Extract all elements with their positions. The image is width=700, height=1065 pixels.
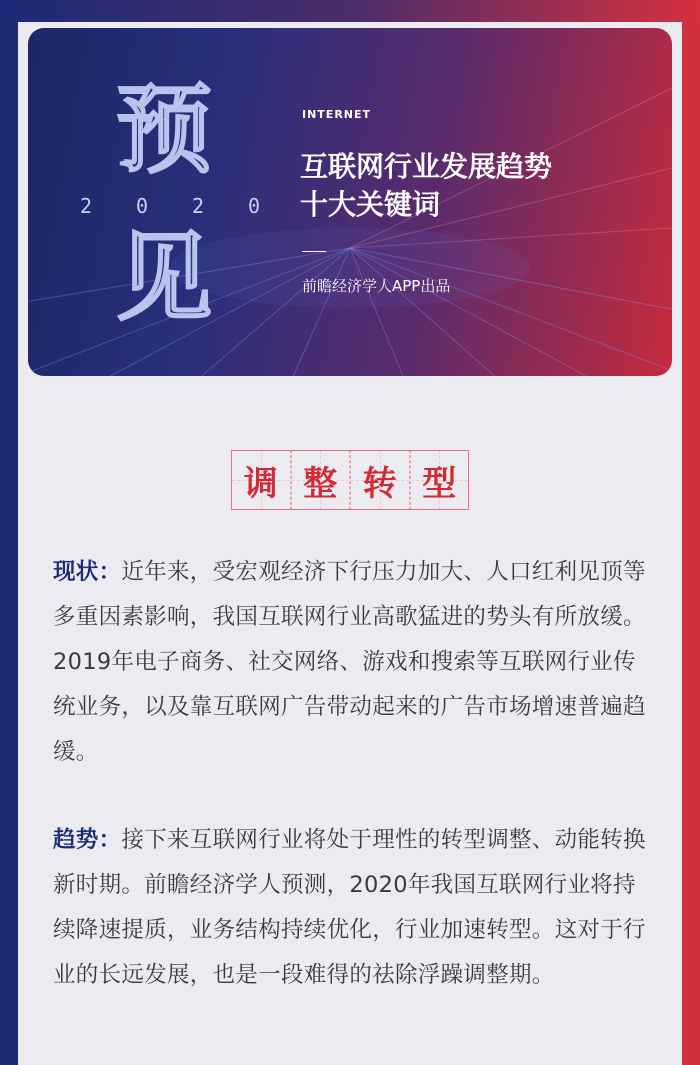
title-line-1: 互联网行业发展趋势 (300, 150, 553, 183)
year-digit: 2 (191, 194, 205, 218)
year-label (80, 194, 260, 218)
yu-glyph: 预 (116, 74, 212, 186)
heading-char: 型 (422, 463, 457, 504)
heading-char: 整 (303, 463, 338, 504)
status-label: 现状： (53, 559, 122, 585)
trend-paragraph (53, 818, 653, 998)
heading-char-cell (231, 450, 291, 510)
heading-char-cell (350, 450, 410, 510)
heading-char-cell (410, 450, 470, 510)
page-title (300, 148, 552, 224)
trend-text: 接下来互联网行业将处于理性的转型调整、动能转换新时期。前瞻经济学人预测，2020年我国互联网行业将持续降速提质，业务结构持续优化，行业加速转型。这对于行业的长远发展，也是一段难得的祛除浮躁调整期。 (53, 827, 646, 988)
hero-banner (28, 28, 672, 376)
top-border (0, 0, 700, 22)
year-digit: 2 (80, 194, 93, 218)
trend-label: 趋势： (53, 827, 122, 853)
year-digit: 0 (247, 194, 260, 218)
year-digit: 0 (135, 194, 149, 218)
heading-char-cell (291, 450, 351, 510)
title-line-2: 十大关键词 (300, 188, 441, 221)
status-paragraph (53, 550, 653, 775)
category-tag: INTERNET (302, 108, 372, 121)
title-divider (302, 251, 326, 252)
publisher-credit: 前瞻经济学人APP出品 (302, 277, 451, 295)
heading-char: 调 (243, 463, 278, 504)
heading-char: 转 (362, 463, 397, 504)
status-text: 近年来，受宏观经济下行压力加大、人口红利见顶等多重因素影响，我国互联网行业高歌猛进的势头有所放缓。2019年电子商务、社交网络、游戏和搜索等互联网行业传统业务，以及靠互联网广告带动起来的广告市场增速普遍趋缓。 (53, 559, 646, 765)
jian-glyph: 见 (116, 222, 212, 334)
section-heading (231, 450, 469, 510)
